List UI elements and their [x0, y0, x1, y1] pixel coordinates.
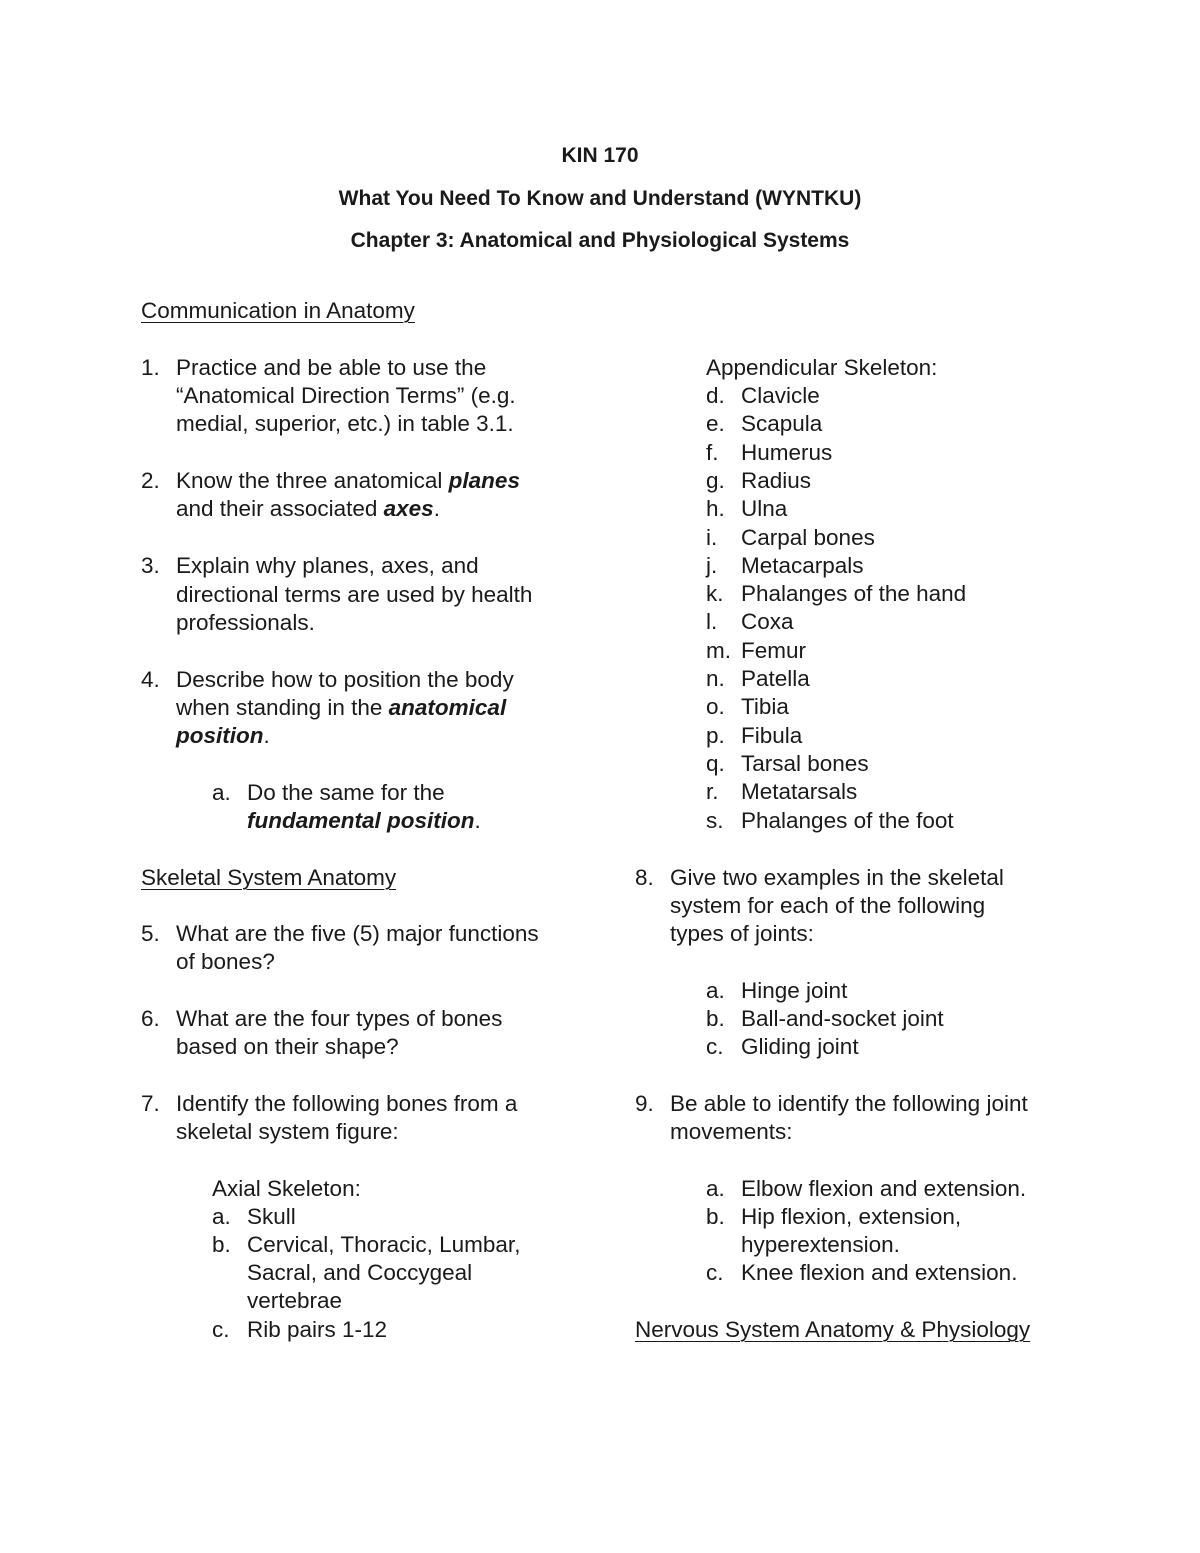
question-text	[176, 495, 440, 523]
list-item-letter: c.	[706, 1260, 724, 1285]
axial-skeleton-heading: Axial Skeleton:	[212, 1176, 361, 1201]
list-item: Clavicle	[741, 383, 820, 408]
sub-item-letter: a.	[212, 780, 231, 805]
course-title: KIN 170	[561, 144, 639, 167]
list-item: Fibula	[741, 722, 803, 748]
list-item: Cervical, Thoracic, Lumbar,	[247, 1232, 521, 1257]
list-item: Ball-and-socket joint	[741, 1006, 944, 1031]
question-number: 4.	[141, 667, 160, 692]
question-text: “Anatomical Direction Terms” (e.g.	[176, 383, 516, 408]
list-item: Carpal bones	[741, 524, 875, 550]
term-fundamental-position: fundamental position	[247, 808, 475, 833]
list-item: Humerus	[741, 439, 833, 465]
document-subtitle: What You Need To Know and Understand (WYNTKU)	[338, 187, 862, 210]
list-item: Knee flexion and extension.	[741, 1260, 1018, 1285]
list-item-letter: s.	[706, 807, 724, 833]
list-item: Sacral, and Coccygeal	[247, 1260, 473, 1285]
list-item: Coxa	[741, 609, 794, 635]
text-run: .	[263, 723, 270, 748]
list-item: Rib pairs 1-12	[247, 1317, 388, 1342]
list-item-letter: f.	[706, 439, 719, 465]
text-run: and their associated	[176, 496, 384, 521]
question-number: 3.	[141, 553, 160, 578]
list-item: Femur	[741, 637, 807, 663]
list-item-letter: n.	[706, 666, 725, 691]
list-item-letter: g.	[706, 467, 725, 493]
text-run: .	[474, 808, 481, 833]
question-text: Practice and be able to use the	[176, 355, 487, 380]
list-item-letter: o.	[706, 694, 725, 720]
term-planes: planes	[448, 468, 520, 493]
sub-item-text: Do the same for the	[247, 780, 445, 805]
question-text: of bones?	[176, 949, 275, 974]
list-item: Patella	[741, 666, 810, 691]
list-item: hyperextension.	[741, 1232, 900, 1257]
list-item: Hip flexion, extension,	[741, 1204, 962, 1229]
list-item-letter: a.	[212, 1204, 231, 1229]
sub-item-text	[247, 807, 481, 835]
list-item-letter: b.	[706, 1006, 725, 1031]
list-item: Gliding joint	[741, 1034, 859, 1059]
list-item: Scapula	[741, 411, 823, 437]
list-item-letter: i.	[706, 524, 718, 550]
question-number: 7.	[141, 1091, 160, 1116]
question-number: 1.	[141, 355, 160, 380]
list-item-letter: m.	[706, 637, 731, 663]
term-anatomical: anatomical	[388, 695, 507, 720]
list-item: Metatarsals	[741, 779, 858, 805]
question-text: Be able to identify the following joint	[670, 1091, 1028, 1116]
question-text: system for each of the following	[670, 893, 986, 918]
question-text: Give two examples in the skeletal	[670, 865, 1004, 890]
question-text: types of joints:	[670, 921, 814, 946]
list-item-letter: j.	[706, 552, 718, 578]
list-item-letter: c.	[212, 1317, 230, 1342]
question-text: based on their shape?	[176, 1034, 399, 1059]
list-item: Radius	[741, 467, 812, 493]
list-item-letter: d.	[706, 383, 725, 408]
question-text: What are the five (5) major functions	[176, 921, 539, 946]
section-nervous: Nervous System Anatomy & Physiology	[635, 1317, 1031, 1342]
list-item: Tarsal bones	[741, 750, 869, 776]
list-item-letter: e.	[706, 411, 725, 437]
list-item-letter: k.	[706, 581, 724, 607]
text-run: .	[433, 496, 440, 521]
question-text: skeletal system figure:	[176, 1119, 399, 1144]
question-text	[176, 467, 520, 495]
text-run: when standing in the	[176, 695, 389, 720]
question-text: Explain why planes, axes, and	[176, 553, 479, 578]
term-axes: axes	[383, 496, 434, 521]
list-item-letter: p.	[706, 722, 725, 748]
list-item: Phalanges of the foot	[741, 807, 954, 833]
list-item: Skull	[247, 1204, 296, 1229]
list-item-letter: b.	[706, 1204, 725, 1229]
list-item: Tibia	[741, 694, 789, 720]
question-text: Identify the following bones from a	[176, 1091, 518, 1116]
term-position: position	[176, 723, 264, 748]
question-number: 6.	[141, 1006, 160, 1031]
list-item-letter: a.	[706, 1176, 725, 1201]
section-skeletal: Skeletal System Anatomy	[141, 865, 397, 890]
list-item-letter: q.	[706, 750, 725, 776]
list-item: vertebrae	[247, 1288, 343, 1313]
question-text: Describe how to position the body	[176, 667, 514, 692]
appendicular-skeleton-heading: Appendicular Skeleton:	[706, 355, 938, 380]
question-number: 2.	[141, 468, 160, 493]
list-item: Elbow flexion and extension.	[741, 1176, 1027, 1201]
list-item: Phalanges of the hand	[741, 581, 967, 607]
list-item: Ulna	[741, 496, 788, 522]
list-item-letter: l.	[706, 609, 718, 635]
list-item-letter: b.	[212, 1232, 231, 1257]
list-item-letter: a.	[706, 978, 725, 1003]
list-item: Metacarpals	[741, 552, 864, 578]
question-text	[176, 722, 270, 750]
question-number: 9.	[635, 1091, 654, 1116]
text-run: Know the three anatomical	[176, 468, 449, 493]
question-text: What are the four types of bones	[176, 1006, 503, 1031]
question-number: 8.	[635, 865, 654, 890]
question-number: 5.	[141, 921, 160, 946]
list-item-letter: r.	[706, 779, 719, 805]
section-communication: Communication in Anatomy	[141, 298, 415, 323]
question-text	[176, 694, 506, 722]
question-text: movements:	[670, 1119, 793, 1144]
question-text: professionals.	[176, 610, 315, 635]
list-item: Hinge joint	[741, 978, 848, 1003]
list-item-letter: c.	[706, 1034, 724, 1059]
question-text: directional terms are used by health	[176, 582, 533, 607]
question-text: medial, superior, etc.) in table 3.1.	[176, 411, 514, 436]
chapter-title: Chapter 3: Anatomical and Physiological Systems	[350, 229, 850, 252]
list-item-letter: h.	[706, 496, 725, 522]
